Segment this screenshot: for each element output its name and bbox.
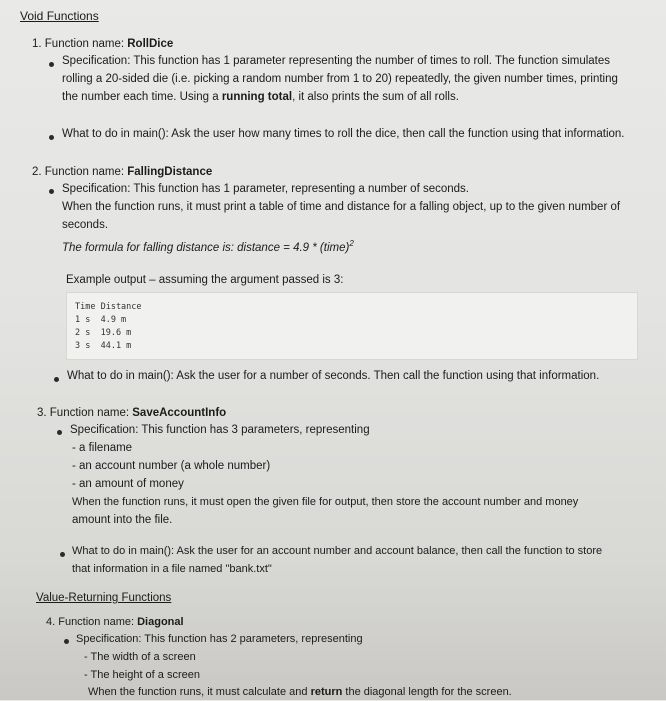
function-3-spec-line6: amount into the file.: [72, 514, 173, 526]
function-4-spec-last-line: [88, 684, 512, 701]
return-term: return: [310, 686, 343, 698]
function-1-spec-line3-a: the number each time. Using a: [62, 91, 222, 103]
function-3-spec-line5: When the function runs, it must open the given file for output, then store the account number and money: [72, 496, 579, 508]
function-4-name: Diagonal: [137, 616, 184, 628]
running-total-term: running total: [221, 91, 293, 103]
function-3-param-account: - an account number (a whole number): [72, 460, 271, 472]
function-4-spec-line1: Specification: This function has 2 parameters, representing: [76, 633, 363, 645]
bullet-icon: [49, 62, 54, 67]
example-output-line: 1 s 4.9 m: [75, 315, 127, 325]
function-4-last-b: the diagonal length for the screen.: [342, 686, 512, 698]
function-3-main-line1: What to do in main(): Ask the user for an account number and account balance, then call the function to store: [72, 545, 603, 557]
function-1-name: RollDice: [127, 38, 174, 50]
bullet-icon: [57, 430, 62, 435]
example-output-line: Time Distance: [75, 302, 142, 312]
function-4-param-width: - The width of a screen: [84, 651, 196, 663]
formula-text: The formula for falling distance is: distance = 4.9 * (time): [62, 241, 350, 254]
function-3-name: SaveAccountInfo: [132, 407, 227, 419]
function-4-prefix: 4. Function name:: [46, 616, 138, 628]
function-1-spec-line1: Specification: This function has 1 parameter representing the number of times to roll. The function simulates: [62, 55, 611, 67]
function-2-spec-line2: When the function runs, it must print a table of time and distance for a falling object, up to the given number of: [62, 201, 621, 213]
function-3-title: [37, 405, 226, 422]
function-3-prefix: 3. Function name:: [37, 407, 133, 419]
function-2-spec-line3: seconds.: [62, 219, 109, 231]
example-output-line: 3 s 44.1 m: [75, 341, 132, 351]
function-1-prefix: 1. Function name:: [32, 38, 128, 50]
bullet-icon: [64, 639, 69, 644]
function-1-main: What to do in main(): Ask the user how many times to roll the dice, then call the function using that information.: [62, 128, 625, 140]
function-3-param-money: - an amount of money: [72, 478, 184, 490]
function-3-param-filename: - a filename: [72, 442, 133, 454]
example-output-box: [66, 292, 638, 360]
function-2-spec-line1: Specification: This function has 1 parameter, representing a number of seconds.: [62, 183, 469, 195]
example-output-label: Example output – assuming the argument passed is 3:: [66, 274, 344, 286]
function-1-spec-line3: [62, 89, 459, 106]
function-2-prefix: 2. Function name:: [32, 166, 128, 178]
bullet-icon: [60, 552, 65, 557]
bullet-icon: [54, 377, 59, 382]
bullet-icon: [49, 189, 54, 194]
function-2-formula: [62, 235, 354, 257]
function-1-spec-line3-b: , it also prints the sum of all rolls.: [292, 91, 459, 103]
void-functions-heading: Void Functions: [20, 9, 99, 23]
function-4-last-a: When the function runs, it must calculate and: [88, 686, 311, 698]
function-1-title: [32, 36, 173, 53]
function-2-title: [32, 164, 212, 181]
function-3-main-line2: that information in a file named "bank.txt": [72, 563, 272, 575]
function-4-param-height: - The height of a screen: [84, 669, 200, 681]
function-3-spec-line1: Specification: This function has 3 parameters, representing: [70, 424, 370, 436]
example-output-line: 2 s 19.6 m: [75, 328, 132, 338]
function-2-main: What to do in main(): Ask the user for a number of seconds. Then call the function using that information.: [67, 370, 600, 382]
bullet-icon: [49, 135, 54, 140]
function-2-name: FallingDistance: [127, 166, 213, 178]
formula-exponent: 2: [349, 239, 354, 248]
value-returning-heading: Value-Returning Functions: [36, 592, 172, 604]
function-1-spec-line2: rolling a 20-sided die (i.e. picking a random number from 1 to 20) repeatedly, the given number times, printing: [62, 73, 618, 85]
function-4-title: [46, 614, 184, 631]
